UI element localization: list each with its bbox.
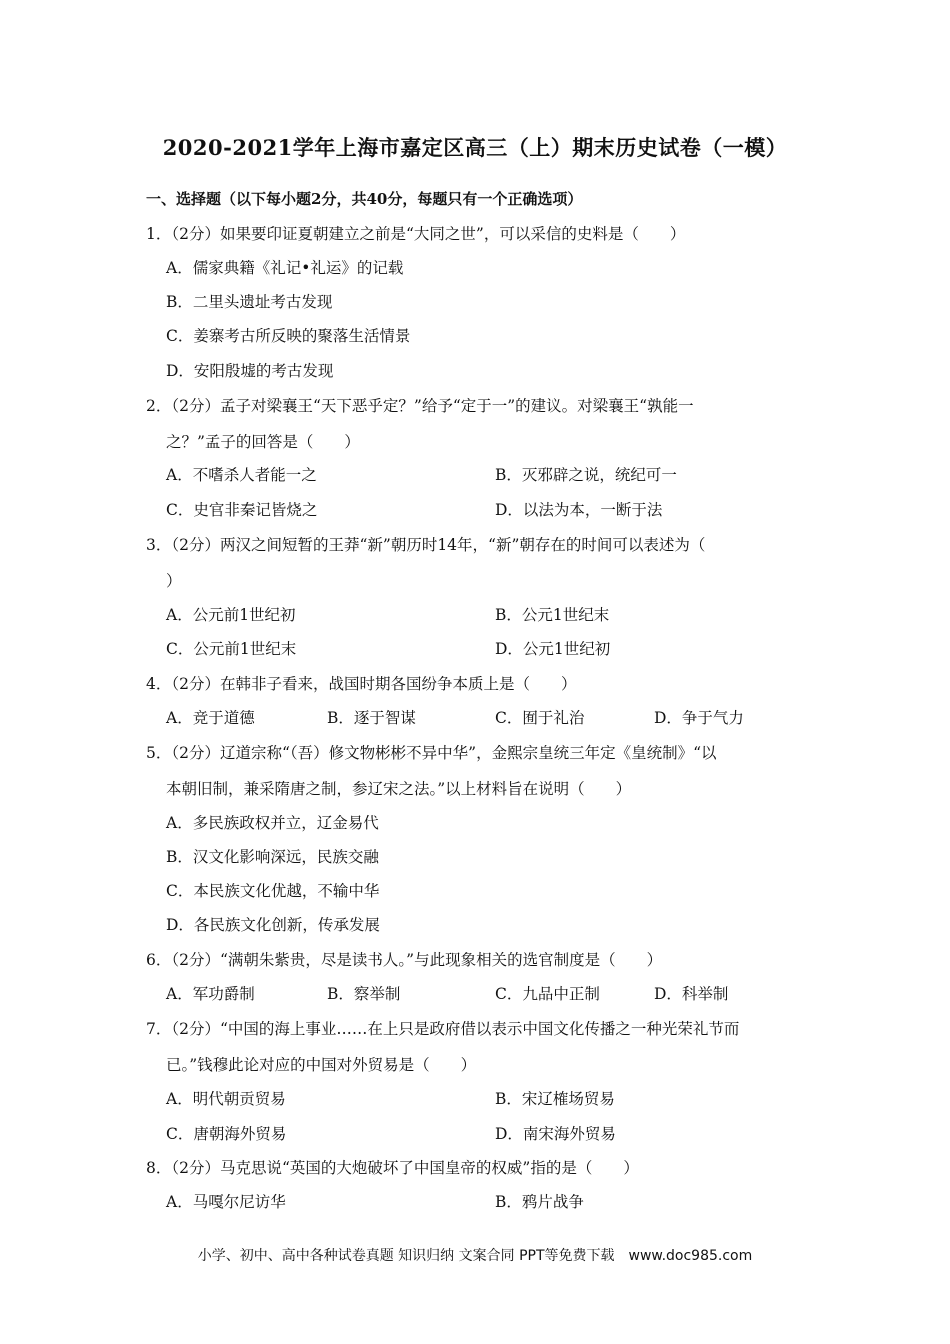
question-7-stem-cont: 已。”钱穆此论对应的中国对外贸易是（ ）	[166, 1056, 477, 1074]
question-7-option-b: B．宋辽榷场贸易	[495, 1090, 615, 1108]
question-6-option-d: D．科举制	[654, 985, 729, 1003]
question-3-option-a: A．公元前1世纪初	[166, 606, 296, 624]
question-3-stem: 3．（2分）两汉之间短暂的王莽“新”朝历时14年，“新”朝存在的时间可以表述为（	[146, 536, 706, 554]
question-5-stem: 5．（2分）辽道宗称“（吾）修文物彬彬不异中华”，金熙宗皇统三年定《皇统制》“以	[146, 744, 717, 762]
question-3-option-d: D．公元1世纪初	[495, 640, 611, 658]
question-8-option-b: B．鸦片战争	[495, 1193, 584, 1211]
question-7-option-d: D．南宋海外贸易	[495, 1125, 616, 1143]
question-2-option-c: C．史官非秦记皆烧之	[166, 501, 318, 519]
exam-title: 2020-2021学年上海市嘉定区高三（上）期末历史试卷（一模）	[162, 135, 788, 160]
section-heading: 一、选择题（以下每小题2分，共40分，每题只有一个正确选项）	[146, 190, 583, 208]
question-6-option-a: A．军功爵制	[166, 985, 255, 1003]
question-5-option-a: A．多民族政权并立，辽金易代	[166, 814, 379, 832]
question-4-option-b: B．逐于智谋	[327, 709, 416, 727]
question-3-option-b: B．公元1世纪末	[495, 606, 610, 624]
question-4-option-d: D．争于气力	[654, 709, 744, 727]
question-1-option-a: A．儒家典籍《礼记•礼运》的记载	[166, 259, 404, 277]
question-2-option-b: B．灭邪辟之说，统纪可一	[495, 466, 677, 484]
question-6-option-c: C．九品中正制	[495, 985, 600, 1003]
question-2-stem-cont: 之？”孟子的回答是（ ）	[166, 433, 360, 451]
question-8-stem: 8．（2分）马克思说“英国的大炮破坏了中国皇帝的权威”指的是（ ）	[146, 1159, 639, 1177]
question-1-option-c: C．姜寨考古所反映的聚落生活情景	[166, 327, 411, 345]
question-2-option-a: A．不嗜杀人者能一之	[166, 466, 317, 484]
question-7-stem: 7．（2分）“中国的海上事业……在上只是政府借以表示中国文化传播之一种光荣礼节而	[146, 1020, 740, 1038]
question-1-stem: 1．（2分）如果要印证夏朝建立之前是“大同之世”，可以采信的史料是（ ）	[146, 225, 686, 243]
question-4-stem: 4．（2分）在韩非子看来，战国时期各国纷争本质上是（ ）	[146, 675, 577, 693]
question-5-option-d: D．各民族文化创新，传承发展	[166, 916, 380, 934]
question-2-option-d: D．以法为本，一断于法	[495, 501, 663, 519]
question-3-option-c: C．公元前1世纪末	[166, 640, 297, 658]
question-3-stem-cont: ）	[166, 572, 182, 590]
question-8-option-a: A．马嘎尔尼访华	[166, 1193, 286, 1211]
question-5-stem-cont: 本朝旧制，兼采隋唐之制，参辽宋之法。”以上材料旨在说明（ ）	[166, 780, 632, 798]
question-4-option-c: C．囿于礼治	[495, 709, 585, 727]
page-footer: 小学、初中、高中各种试卷真题 知识归纳 文案合同 PPT等免费下载 www.doc985.com	[197, 1248, 753, 1264]
question-7-option-a: A．明代朝贡贸易	[166, 1090, 286, 1108]
question-4-option-a: A．竞于道德	[166, 709, 255, 727]
question-1-option-b: B．二里头遗址考古发现	[166, 293, 333, 311]
question-5-option-b: B．汉文化影响深远，民族交融	[166, 848, 379, 866]
question-1-option-d: D．安阳殷墟的考古发现	[166, 362, 334, 380]
question-6-option-b: B．察举制	[327, 985, 401, 1003]
question-6-stem: 6．（2分）“满朝朱紫贵，尽是读书人。”与此现象相关的选官制度是（ ）	[146, 951, 663, 969]
question-2-stem: 2．（2分）孟子对梁襄王“天下恶乎定？”给予“定于一”的建议。对梁襄王“孰能一	[146, 397, 694, 415]
question-7-option-c: C．唐朝海外贸易	[166, 1125, 287, 1143]
question-5-option-c: C．本民族文化优越，不输中华	[166, 882, 380, 900]
